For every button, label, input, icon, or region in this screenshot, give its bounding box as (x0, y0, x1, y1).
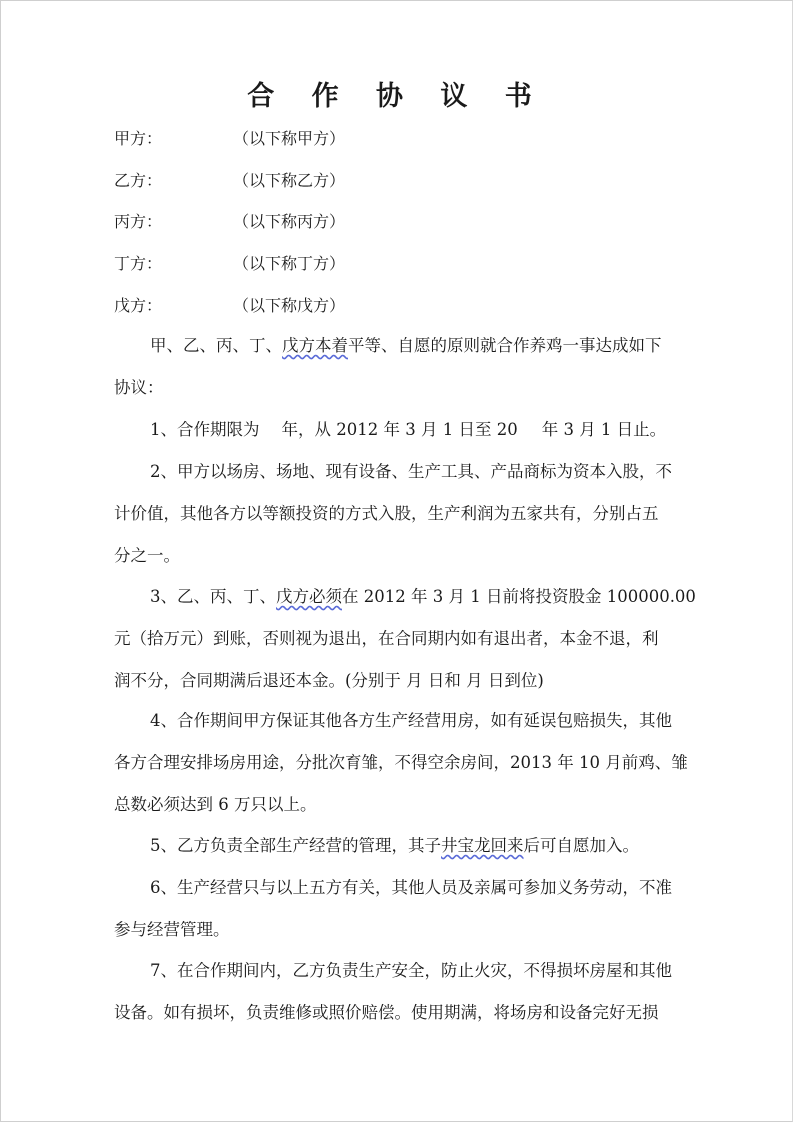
document-title: 合 作 协 议 书 (247, 81, 546, 112)
intro-text: 平等、自愿的原则就合作养鸡一事达成如下 (348, 336, 662, 355)
clause-text: 1、合作期限为 (150, 420, 260, 439)
clause-text: 在 2012 年 3 月 1 日前将投资股金 100000.00 (342, 587, 696, 606)
intro-text: 甲、乙、丙、丁、 (150, 336, 282, 355)
clause-2 (114, 451, 739, 577)
clause-text: 分之一。 (114, 546, 180, 565)
party-note: （以下称乙方） (233, 171, 346, 190)
party-note: （以下称丙方） (233, 212, 346, 231)
clause-5 (114, 825, 739, 867)
party-note: （以下称丁方） (233, 254, 346, 273)
clause-text: 7、在合作期间内，乙方负责生产安全，防止火灾，不得损坏房屋和其他 (150, 961, 672, 980)
party-bing (114, 210, 345, 234)
party-jia (114, 127, 345, 151)
clause-text: 设备。如有损坏，负责维修或照价赔偿。使用期满，将场房和设备完好无损 (114, 1003, 659, 1022)
clause-text: 润不分，合同期满后退还本金。(分别于 月 日和 月 日到位) (114, 671, 544, 690)
clause-text: 参与经营管理。 (114, 920, 230, 939)
spellcheck-mark: 戊方必须 (276, 587, 342, 606)
party-yi (114, 169, 345, 193)
clause-4 (114, 700, 739, 826)
clause-text: 6、生产经营只与以上五方有关，其他人员及亲属可参加义务劳动，不准 (150, 878, 672, 897)
clause-6 (114, 867, 739, 951)
clause-text: 总数必须达到 6 万只以上。 (114, 795, 317, 814)
clause-text: 年 3 月 1 日止。 (541, 420, 667, 439)
party-label: 甲方： (114, 129, 163, 148)
party-label: 丙方： (114, 212, 163, 231)
clause-3 (114, 576, 739, 702)
clause-text: 5、乙方负责全部生产经营的管理，其子 (150, 836, 441, 855)
party-note: （以下称戊方） (233, 296, 346, 315)
intro-paragraph (114, 325, 739, 409)
clause-text: 4、合作期间甲方保证其他各方生产经营用房，如有延误包赔损失，其他 (150, 711, 672, 730)
clause-7 (114, 950, 739, 1034)
party-ding (114, 252, 345, 276)
clause-text: 各方合理安排场房用途，分批次育雏，不得空余房间，2013 年 10 月前鸡、雏 (114, 753, 688, 772)
clause-text: 2、甲方以场房、场地、现有设备、生产工具、产品商标为资本入股，不 (150, 462, 672, 481)
clause-1 (114, 409, 739, 451)
clause-text: 3、乙、丙、丁、 (150, 587, 276, 606)
intro-line: 协议： (114, 378, 164, 397)
clause-text: 后可自愿加入。 (523, 836, 639, 855)
spellcheck-mark: 戊方本着 (282, 336, 348, 355)
party-label: 戊方： (114, 296, 163, 315)
party-note: （以下称甲方） (233, 129, 346, 148)
party-label: 丁方： (114, 254, 163, 273)
clause-text: 年，从 2012 年 3 月 1 日至 20 (281, 420, 518, 439)
party-wu (114, 294, 345, 318)
clause-text: 元（拾万元）到账，否则视为退出，在合同期内如有退出者，本金不退，利 (114, 629, 659, 648)
spellcheck-mark: 井宝龙回来 (441, 836, 524, 855)
clause-text: 计价值，其他各方以等额投资的方式入股，生产利润为五家共有，分别占五 (114, 504, 659, 523)
party-label: 乙方： (114, 171, 163, 190)
